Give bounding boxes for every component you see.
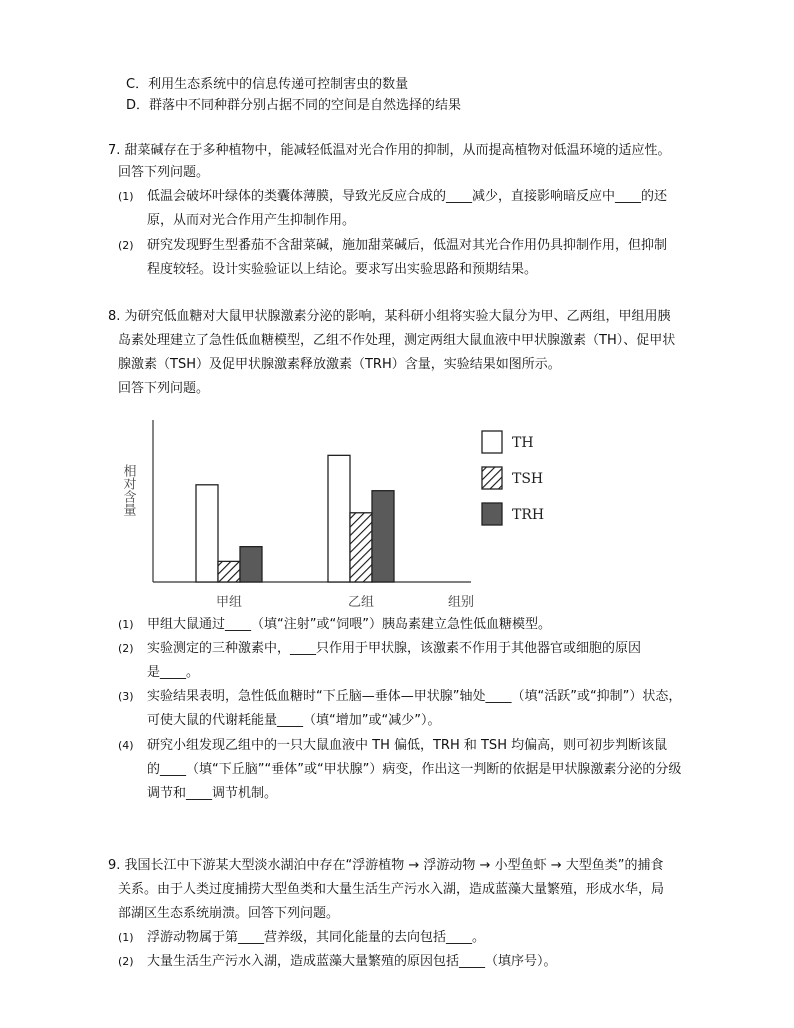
q8-part3-number: (3) [118, 690, 134, 703]
q8-part2-line-2: 是____。 [147, 665, 200, 680]
bar-trh-group-2 [372, 491, 394, 582]
x-axis-label: 组别 [448, 595, 475, 610]
q9-part1-line-1: 浮游动物属于第____营养级，其同化能量的去向包括____。 [147, 930, 486, 945]
q7-part1-number: (1) [118, 190, 134, 203]
q7-part2-line-1: 研究发现野生型番茄不含甜菜碱，施加甜菜碱后，低温对其光合作用仍具抑制作用，但抑制 [147, 238, 668, 253]
q8-part1-line-1: 甲组大鼠通过____（填“注射”或“饲喂”）胰岛素建立急性低血糖模型。 [147, 617, 551, 632]
q8-stem-line-3: 腺激素（TSH）及促甲状腺激素释放激素（TRH）含量，实验结果如图所示。 [118, 357, 561, 372]
q9-part2-line-1: 大量生活生产污水入湖，造成蓝藻大量繁殖的原因包括____（填序号）。 [147, 954, 557, 969]
q9-stem-line-2: 关系。由于人类过度捕捞大型鱼类和大量生活生产污水入湖，造成蓝藻大量繁殖，形成水华，局 [118, 882, 665, 897]
q9-stem-line-3: 部湖区生态系统崩溃。回答下列问题。 [118, 906, 340, 921]
q8-part1-number: (1) [118, 618, 134, 631]
q8-part4-line-3: 调节和____调节机制。 [147, 786, 278, 801]
q8-part4-line-2: 的____（填“下丘脑”“垂体”或“甲状腺”）病变，作出这一判断的依据是甲状腺激素分泌的分级 [147, 762, 682, 777]
q8-stem-line-4: 回答下列问题。 [118, 381, 210, 396]
q8-stem-line-2: 岛素处理建立了急性低血糖模型，乙组不作处理，测定两组大鼠血液中甲状腺激素（TH）、促甲状 [118, 333, 676, 348]
q7-part2-number: (2) [118, 239, 134, 252]
q8-part3-line-2: 可使大鼠的代谢耗能量____（填“增加”或“减少”）。 [147, 713, 441, 728]
q7-part1-line-2: 原，从而对光合作用产生抑制作用。 [147, 213, 356, 228]
category-label-1: 甲组 [215, 595, 243, 610]
q7-part1-line-1: 低温会破坏叶绿体的类囊体薄膜，导致光反应合成的____减少，直接影响暗反应中____的还 [147, 189, 668, 204]
bar-trh-group-1 [240, 547, 262, 582]
bar-th-group-2 [328, 455, 350, 582]
option-c: C．利用生态系统中的信息传递可控制害虫的数量 [126, 77, 409, 92]
legend-label-tsh: TSH [512, 471, 544, 487]
y-axis-label: 相对含量 [120, 464, 136, 516]
q8-part4-line-1: 研究小组发现乙组中的一只大鼠血液中 TH 偏低，TRH 和 TSH 均偏高，则可初步判断该鼠 [147, 738, 668, 753]
q7-part2-line-2: 程度较轻。设计实验验证以上结论。要求写出实验思路和预期结果。 [147, 262, 538, 277]
legend-swatch-trh [482, 503, 502, 525]
q9-part2-number: (2) [118, 955, 134, 968]
category-label-2: 乙组 [347, 595, 375, 610]
legend-label-th: TH [512, 435, 534, 451]
q7-stem-line-1: 7. 甜菜碱存在于多种植物中，能减轻低温对光合作用的抑制，从而提高植物对低温环境的适应性。 [108, 143, 671, 158]
q7-stem-line-2: 回答下列问题。 [118, 165, 210, 180]
legend-swatch-th [482, 431, 502, 453]
bar-tsh-group-1 [218, 561, 240, 582]
q8-part3-line-1: 实验结果表明，急性低血糖时“下丘脑—垂体—甲状腺”轴处____（填“活跃”或“抑制”）状态， [147, 689, 682, 704]
hormone-bar-chart [116, 404, 546, 610]
q9-part1-number: (1) [118, 931, 134, 944]
q8-stem-line-1: 8. 为研究低血糖对大鼠甲状腺激素分泌的影响，某科研小组将实验大鼠分为甲、乙两组，甲组用胰 [108, 309, 671, 324]
bar-th-group-1 [196, 485, 218, 582]
legend-swatch-tsh [482, 467, 502, 489]
bar-tsh-group-2 [350, 513, 372, 582]
legend-label-trh: TRH [512, 507, 545, 523]
option-d: D．群落中不同种群分别占据不同的空间是自然选择的结果 [126, 98, 462, 113]
q8-part2-number: (2) [118, 642, 134, 655]
q8-part2-line-1: 实验测定的三种激素中，____只作用于甲状腺，该激素不作用于其他器官或细胞的原因 [147, 641, 642, 656]
q8-part4-number: (4) [118, 739, 134, 752]
q9-stem-line-1: 9. 我国长江中下游某大型淡水湖泊中存在“浮游植物 → 浮游动物 → 小型鱼虾 → 大型鱼类”的捕食 [108, 858, 664, 873]
